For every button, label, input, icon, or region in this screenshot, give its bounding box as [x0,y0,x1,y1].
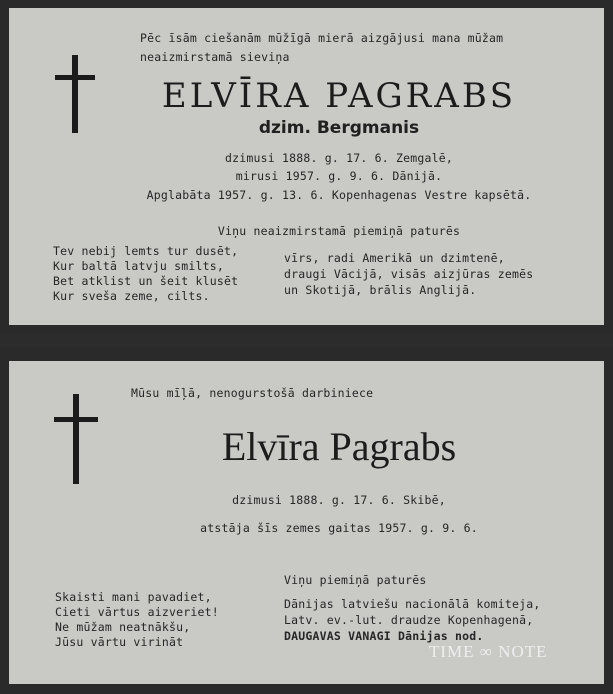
deceased-name: ELVĪRA PAGRABS [161,76,517,116]
memory-heading: Viņu piemiņā paturēs [284,573,427,587]
mourners-line: un Skotijā, brālis Anglijā. [284,283,477,297]
mourners-line: vīrs, radi Amerikā un dzimtenē, [284,251,505,265]
obituary-notice-1 [0,0,613,334]
poem-line: Kur baltā latvju smilts, [53,259,224,273]
poem-line: Tev nebij lemts tur dusēt, [53,244,239,258]
departure-line: atstāja šīs zemes gaitas 1957. g. 9. 6. [200,521,478,535]
poem-line: Ne mūžam neatnākšu, [55,620,191,634]
mourners-line: DAUGAVAS VANAGI Dānijas nod. [284,629,484,643]
poem-line: Cieti vārtus aizveriet! [55,605,219,619]
maiden-name: dzim. Bergmanis [258,118,420,138]
poem-line: Kur sveša zeme, cilts. [53,289,210,303]
mourners-line: Latv. ev.-lut. draudze Kopenhagenā, [284,613,534,627]
intro-line-2: neaizmirstamā sieviņa [140,50,290,64]
latin-cross-icon [54,394,98,484]
mourners-line: draugi Vācijā, visās aizjūras zemēs [284,267,534,281]
birth-line: dzimusi 1888. g. 17. 6. Skibē, [232,493,446,507]
poem-line: Jūsu vārtu virināt [55,635,184,649]
mourners-line: Dānijas latviešu nacionālā komiteja, [284,597,541,611]
death-line: mirusi 1957. g. 9. 6. Dānijā. [235,169,443,183]
burial-line: Apglabāta 1957. g. 13. 6. Kopenhagenas Vestre kapsētā. [146,188,532,202]
obituary-notice-2 [0,347,613,694]
intro-line: Mūsu mīļā, nenogurstošā darbiniece [131,386,374,400]
memory-heading: Viņu neaizmirstamā piemiņā paturēs [217,224,461,238]
birth-line: dzimusi 1888. g. 17. 6. Zemgalē, [225,151,453,165]
watermark-text: TIME ∞ NOTE [429,642,548,661]
deceased-name: Elvīra Pagrabs [221,424,457,469]
poem-line: Bet atklist un šeit klusēt [53,274,239,288]
latin-cross-icon [55,55,95,133]
poem-line: Skaisti mani pavadiet, [55,590,212,604]
intro-line-1: Pēc īsām ciešanām mūžīgā mierā aizgājusi mana mūžam [140,31,504,45]
